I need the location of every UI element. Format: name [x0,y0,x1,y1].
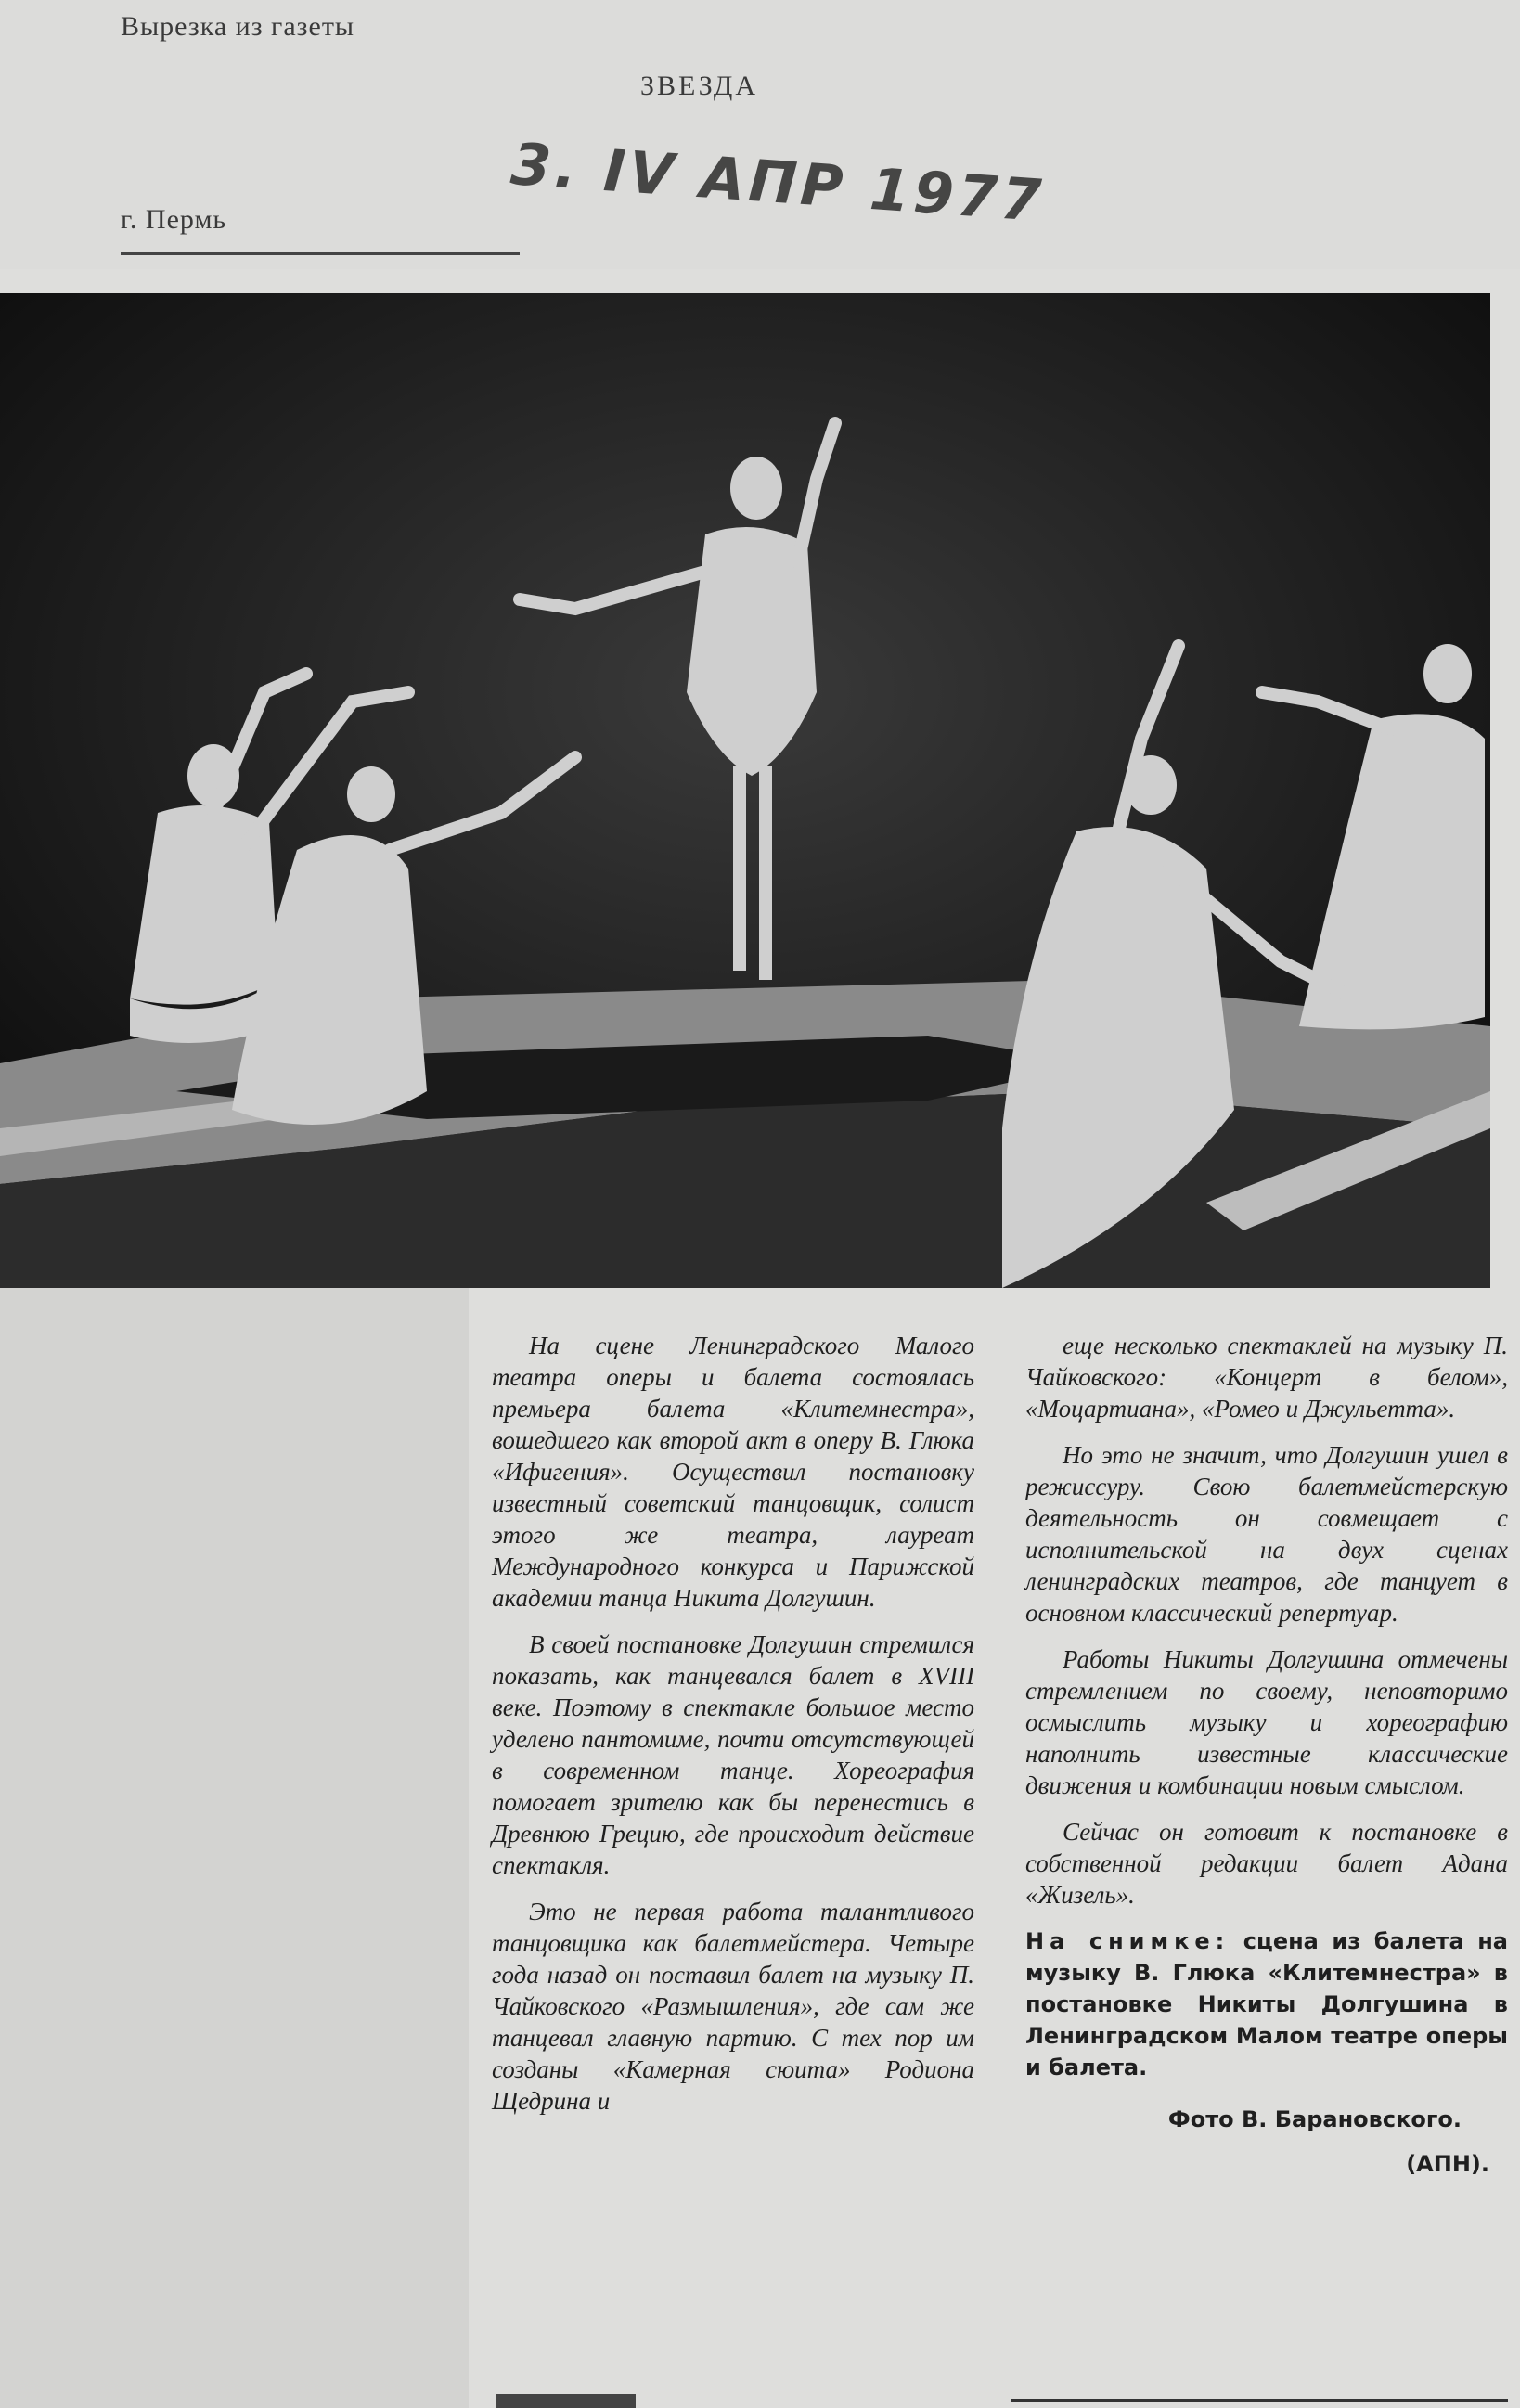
article-paragraph: еще несколько спектаклей на музыку П. Чайковского: «Концерт в белом», «Моцартиана», «Ромео и Джульетта». [1025,1332,1508,1423]
ballet-photo [0,293,1490,1288]
article-paragraph: Сейчас он готовит к постановке в собственной редакции балет Адана «Жизель». [1025,1818,1508,1909]
city-underline [121,252,520,255]
agency-credit: (АПН). [1406,2151,1489,2177]
newspaper-name: ЗВЕЗДА [640,71,759,101]
caption-lead: На снимке: [1025,1928,1230,1954]
article-paragraph: Но это не значит, что Долгушин ушел в режиссуру. Свою балетмейстерскую деятельность он совмещает с исполнительской на двух сценах ленинградских театров, где танцует в основном классический репертуар. [1025,1441,1508,1627]
article-column-1 [492,1330,974,2131]
photo-credit: Фото В. Барановского. [1167,2106,1462,2132]
article-paragraph: В своей постановке Долгушин стремился показать, как танцевался балет в XVIII веке. Поэтому в спектакле большое место уделено пантомиме, почти отсутствующей в современном танце. Хореография помогает зрителю как бы перенестись в Древнюю Грецию, где происходит действие спектакля. [492,1630,974,1879]
article-paragraph: На сцене Ленинградского Малого театра оперы и балета состоялась премьера балета «Клитемнестра», вошедшего как второй акт в оперу В. Глюка «Ифигения». Осуществил постановку известный советский танцовщик, солист этого же театра, лауреат Международного конкурса и Парижской академии танца Никита Долгушин. [492,1332,974,1612]
blank-margin [0,1281,469,2408]
article-paragraph: Работы Никиты Долгушина отмечены стремлением по своему, неповторимо осмыслить музыку и хореографию наполнить известные классические движения и комбинации новым смыслом. [1025,1645,1508,1799]
date-stamp: 3. IV АПР 1977 [509,129,1048,236]
clipping-header [0,0,1520,269]
article-paragraph: Это не первая работа талантливого танцовщика как балетмейстера. Четыре года назад он поставил балет на музыку П. Чайковского «Размышления», где сам же танцевал главную партию. С тех пор им созданы «Камерная сюита» Родиона Щедрина и [492,1898,974,2115]
ballet-scene-image [0,293,1490,1288]
caption-text: сцена из балета на музыку В. Глюка «Клитемнестра» в постановке Никиты Долгушина в Ленинградском Малом театре оперы и балета. [1025,1928,1508,2080]
article-column-2 [1025,1330,1508,2180]
source-label: Вырезка из газеты [121,11,355,42]
photo-caption [1025,1925,1508,2083]
bottom-divider [1011,2399,1508,2402]
city-label: г. Пермь [121,204,227,235]
bottom-edge-mark [496,2394,636,2408]
